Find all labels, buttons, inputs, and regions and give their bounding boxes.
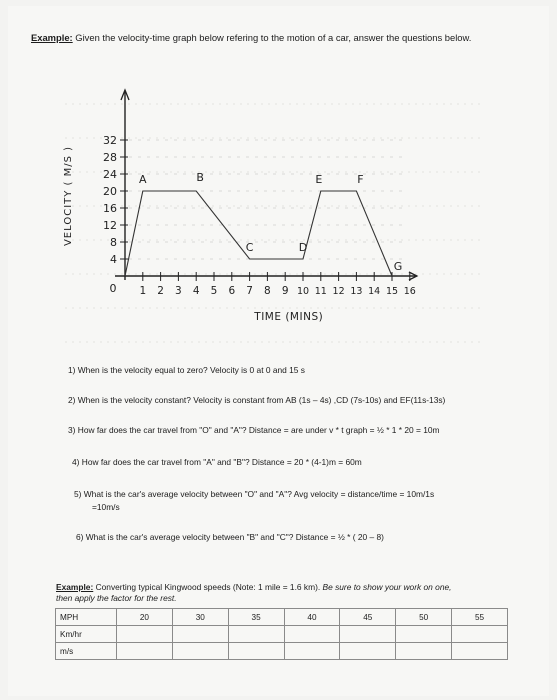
x-tick-label: 12 [332,286,345,297]
intro-example-label: Example: [31,32,73,43]
point-label-f: F [357,173,364,186]
conversion-cell[interactable] [284,643,340,660]
conversion-note-line1: Be sure to show your work on one, [322,582,452,592]
conversion-row [56,626,508,643]
question-5: 5) What is the car's average velocity between "O" and "A"? Avg velocity = distance/time = 10m/1s [74,489,435,499]
x-tick-label: 7 [246,285,253,297]
y-tick-label: 16 [103,202,117,215]
velocity-time-graph [55,86,495,356]
x-tick-label: 2 [157,285,164,297]
x-axis-label: TIME (MINS) [254,311,324,323]
point-label-g: G [393,260,403,273]
y-tick-label: 4 [110,253,117,266]
speed-conversion-table [55,608,508,660]
intro-text: Given the velocity-time graph below refering to the motion of a car, answer the questions below. [75,32,472,43]
x-tick-label: 5 [210,285,218,297]
conversion-cell[interactable] [396,643,452,660]
x-tick-label: 9 [281,285,289,297]
conversion-cell: 45 [340,609,396,626]
y-tick-label: 28 [103,151,117,164]
conversion-cell[interactable] [228,626,284,643]
conversion-cell: 20 [117,609,173,626]
point-label-e: E [315,173,323,186]
velocity-curve [125,191,392,276]
point-label-b: B [196,171,204,184]
x-tick-label: 3 [175,285,182,297]
conversion-cell[interactable] [452,626,508,643]
conversion-cell[interactable] [172,626,228,643]
y-axis-label: VELOCITY ( M/S ) [63,145,74,247]
x-tick-label: 13 [350,286,363,297]
x-tick-label: 14 [368,286,381,297]
point-label-d: D [298,241,308,254]
conversion-cell[interactable] [117,626,173,643]
conversion-cell[interactable] [340,626,396,643]
conversion-cell[interactable] [284,626,340,643]
conversion-cell[interactable] [172,643,228,660]
x-tick-label: 15 [385,286,399,297]
x-tick-label: 1 [139,285,147,297]
y-tick-label: 8 [110,236,117,249]
conversion-cell: 30 [172,609,228,626]
x-tick-label: 6 [228,285,236,297]
question-3: 3) How far does the car travel from "O" and "A"? Distance = are under v * t graph = ½ * 1 * 20 = 10m [68,425,440,435]
question-2: 2) When is the velocity constant? Velocity is constant from AB (1s – 4s) ,CD (7s-10s) and EF(11s-13s) [68,395,446,405]
x-tick-label: 4 [192,285,200,297]
conversion-row-label: MPH [56,609,117,626]
y-tick-label: 32 [103,134,117,147]
x-tick-label: 8 [264,285,271,297]
origin-label: 0 [109,282,117,295]
x-tick-label: 16 [403,286,416,297]
conversion-cell[interactable] [396,626,452,643]
conversion-cell: 40 [284,609,340,626]
conversion-cell[interactable] [452,643,508,660]
conversion-cell: 35 [228,609,284,626]
conversion-cell: 50 [396,609,452,626]
conversion-row-label: m/s [56,643,117,660]
point-label-c: C [245,241,254,254]
question-4: 4) How far does the car travel from "A" and "B"? Distance = 20 * (4-1)m = 60m [72,457,362,467]
conversion-row [56,643,508,660]
intro-heading [31,32,471,43]
point-label-a: A [139,173,147,186]
conversion-cell[interactable] [340,643,396,660]
conversion-example-label: Example: [56,582,94,592]
question-5-answer: =10m/s [92,502,120,512]
x-tick-label: 11 [314,286,327,297]
question-1: 1) When is the velocity equal to zero? Velocity is 0 at 0 and 15 s [68,365,305,375]
conversion-cell[interactable] [117,643,173,660]
conversion-note-line2: then apply the factor for the rest. [56,593,177,603]
y-tick-label: 24 [103,168,117,181]
conversion-instructions [56,582,451,604]
y-tick-label: 20 [103,185,117,198]
conversion-row-label: Km/hr [56,626,117,643]
conversion-cell[interactable] [228,643,284,660]
x-tick-label: 10 [296,286,310,297]
conversion-cell: 55 [452,609,508,626]
question-6: 6) What is the car's average velocity between "B" and "C"? Distance = ½ * ( 20 – 8) [76,532,384,542]
y-tick-label: 12 [103,219,117,232]
conversion-text: Converting typical Kingwood speeds (Note: 1 mile = 1.6 km). [95,582,321,592]
conversion-row [56,609,508,626]
